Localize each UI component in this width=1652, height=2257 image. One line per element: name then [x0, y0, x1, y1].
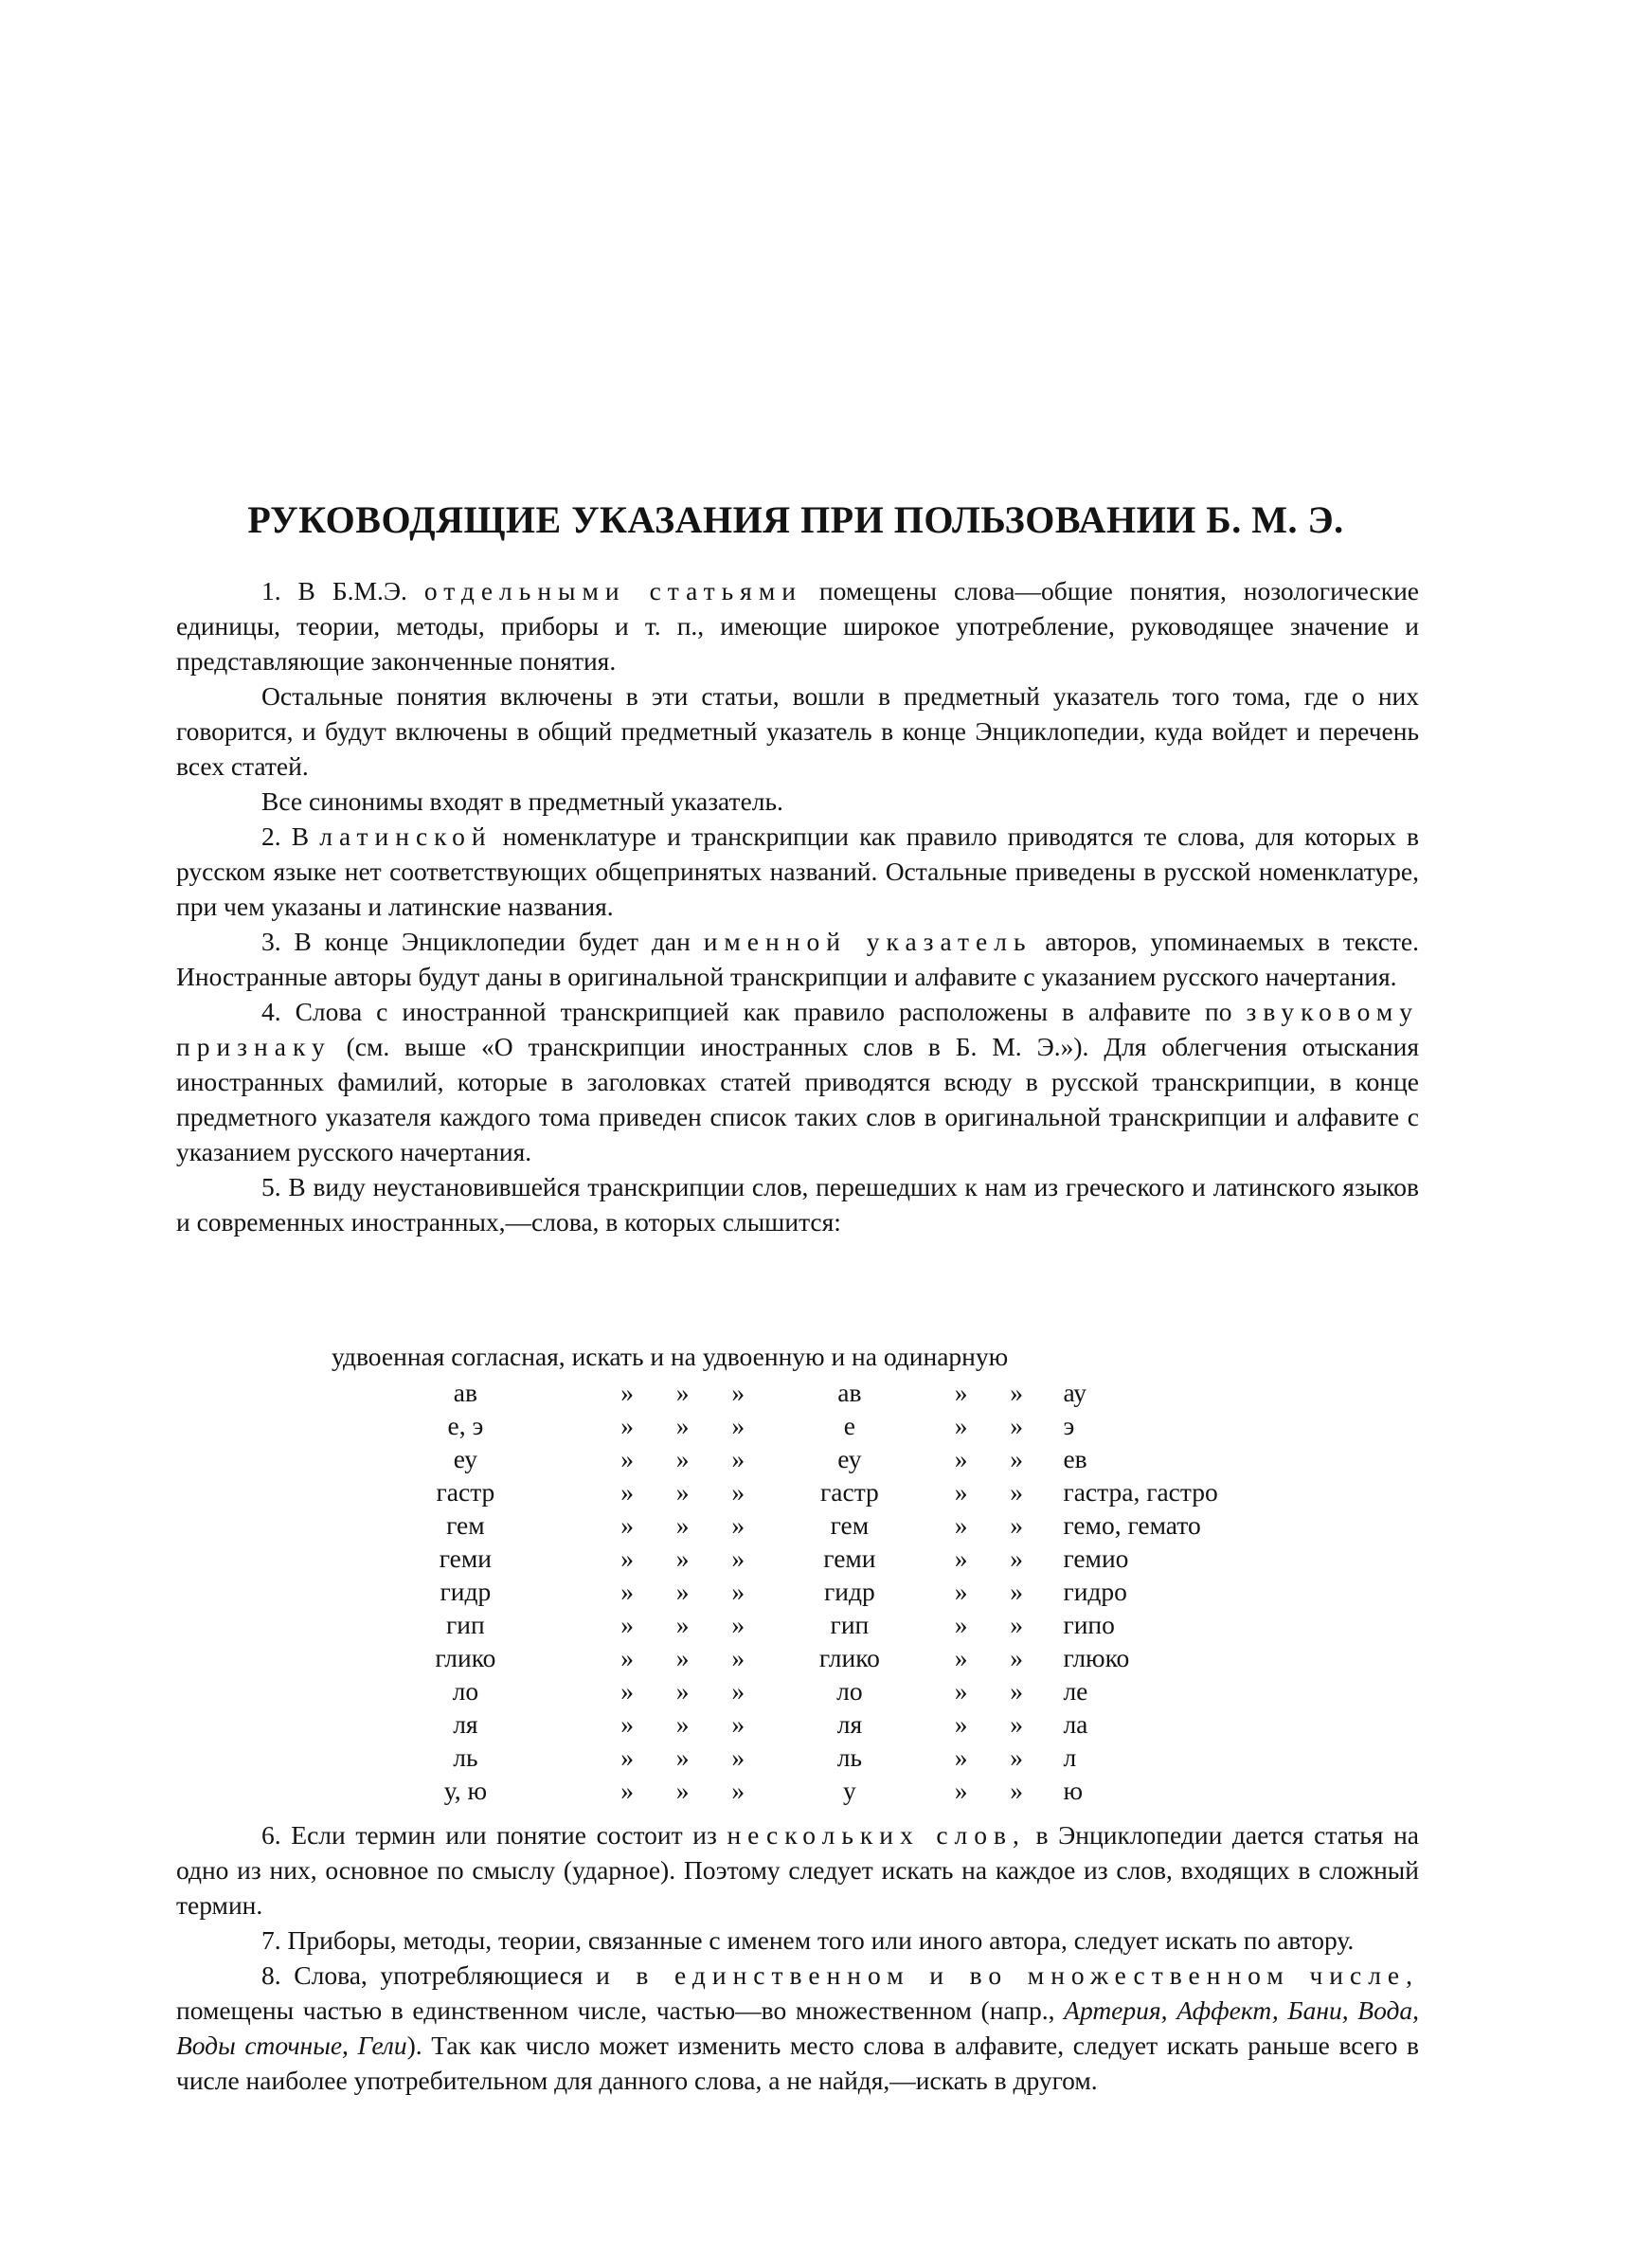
row-single-cell: ле — [1063, 1675, 1088, 1706]
paragraph-3-lead: 3. В конце Энциклопедии будет дан — [261, 927, 691, 956]
row-single-cell: глюко — [1063, 1642, 1130, 1672]
ditto-mark: » — [731, 1377, 745, 1407]
ditto-mark: » — [620, 1675, 634, 1706]
ditto-mark: » — [731, 1742, 745, 1772]
instructions-part-1 — [176, 573, 1419, 1239]
paragraph-8-rest: ). Так как число может изменить место слова в алфавите, следует искать раньше всего в числе наиболее употребительном для данного слова, а не найдя,—искать в другом. — [176, 2031, 1419, 2095]
table-row — [332, 1641, 1288, 1674]
row-source-cell: е, э — [447, 1410, 484, 1440]
table-row — [332, 1376, 1288, 1409]
ditto-mark: » — [954, 1476, 968, 1507]
row-source-cell: ло — [452, 1675, 479, 1706]
ditto-mark: » — [954, 1675, 968, 1706]
table-row — [332, 1707, 1288, 1741]
paragraph-6-emphasis: нескольких слов, — [727, 1820, 1026, 1850]
ditto-mark: » — [954, 1708, 968, 1739]
row-source-cell: гем — [446, 1509, 485, 1540]
paragraph-1-rest: помещены слова—общие понятия, нозологические единицы, теории, методы, приборы и т. п., имеющие широкое употребление, руководящее значение и представляющие законченные понятия. — [176, 576, 1419, 676]
ditto-mark: » — [620, 1509, 634, 1540]
row-source-cell: ав — [453, 1377, 477, 1407]
row-doubled-cell: ав — [837, 1377, 862, 1407]
paragraph-1-lead: 1. В Б.М.Э. — [261, 576, 407, 605]
row-single-cell: гидро — [1063, 1576, 1127, 1606]
row-doubled-cell: у — [843, 1775, 856, 1805]
ditto-mark: » — [1010, 1642, 1024, 1672]
row-source-cell: еу — [453, 1443, 478, 1473]
paragraph-6-lead: 6. Если термин или понятие состоит из — [261, 1820, 717, 1850]
row-doubled-cell: глико — [818, 1642, 880, 1672]
header-and-on-2: и на — [831, 1342, 877, 1371]
paragraph-5: 5. В виду неустановившейся транскрипции слов, перешедших к нам из греческого и латинского языков и современных иностранных,—слова, в которых слышится: — [176, 1172, 1419, 1237]
ditto-mark: » — [620, 1708, 634, 1739]
ditto-mark: » — [675, 1443, 690, 1473]
ditto-mark: » — [1010, 1476, 1024, 1507]
header-single: одинарную — [883, 1342, 1009, 1371]
row-doubled-cell: гем — [830, 1509, 870, 1540]
ditto-mark: » — [1010, 1708, 1024, 1739]
ditto-mark: » — [1010, 1576, 1024, 1606]
table-row — [332, 1774, 1288, 1807]
ditto-mark: » — [620, 1443, 634, 1473]
row-single-cell: ю — [1063, 1775, 1083, 1805]
ditto-mark: » — [1010, 1509, 1024, 1540]
ditto-mark: » — [675, 1675, 690, 1706]
ditto-mark: » — [675, 1509, 690, 1540]
row-single-cell: ла — [1063, 1708, 1088, 1739]
ditto-mark: » — [620, 1742, 634, 1772]
table-row — [332, 1442, 1288, 1475]
ditto-mark: » — [1010, 1377, 1024, 1407]
row-doubled-cell: ло — [836, 1675, 863, 1706]
row-source-cell: ль — [453, 1742, 478, 1772]
paragraph-8-mid: помещены частью в единственном числе, частью—во множественном (напр., — [176, 1995, 1055, 2025]
table-row — [332, 1608, 1288, 1641]
table-row — [332, 1575, 1288, 1608]
ditto-mark: » — [620, 1609, 634, 1639]
paragraph-4-rest: (см. выше «О транскрипции иностранных слов в Б. М. Э.»). Для облегчения отыскания иностранных фамилий, которые в заголовках статей приводятся всюду в русской транскрипции, в конце предметного указателя каждого тома приведен список таких слов в оригинальной транскрипции и алфавите с указанием русского начертания. — [176, 1032, 1419, 1166]
paragraph-2 — [176, 819, 1419, 924]
ditto-mark: » — [954, 1377, 968, 1407]
row-source-cell: глико — [435, 1642, 496, 1672]
header-search: искать — [571, 1342, 644, 1371]
paragraph-4-lead: 4. Слова с иностранной транскрипцией как правило расположены в алфавите по — [261, 997, 1232, 1026]
ditto-mark: » — [954, 1775, 968, 1805]
paragraph-7: 7. Приборы, методы, теории, связанные с именем того или иного автора, следует искать по автору. — [261, 1925, 1355, 1955]
ditto-mark: » — [675, 1476, 690, 1507]
instructions-part-2 — [176, 1817, 1419, 2098]
ditto-mark: » — [731, 1609, 745, 1639]
row-doubled-cell: геми — [823, 1543, 876, 1573]
ditto-mark: » — [675, 1642, 690, 1672]
ditto-mark: » — [731, 1509, 745, 1540]
paragraph-8-emphasis: и в единственном и во множественном числе, — [596, 1960, 1420, 1990]
ditto-mark: » — [954, 1576, 968, 1606]
ditto-mark: » — [675, 1410, 690, 1440]
row-source-cell: геми — [439, 1543, 493, 1573]
paragraph-2-lead: 2. В — [261, 822, 310, 851]
ditto-mark: » — [675, 1775, 690, 1805]
row-single-cell: ев — [1063, 1443, 1087, 1473]
ditto-mark: » — [731, 1775, 745, 1805]
ditto-mark: » — [620, 1642, 634, 1672]
ditto-mark: » — [675, 1708, 690, 1739]
row-source-cell: у, ю — [443, 1775, 488, 1805]
ditto-mark: » — [731, 1476, 745, 1507]
ditto-mark: » — [675, 1742, 690, 1772]
paragraph-3-rest: авторов, упоминаемых в тексте. Иностранные авторы будут даны в оригинальной транскрипции и алфавите с указанием русского начертания. — [176, 927, 1419, 991]
ditto-mark: » — [731, 1708, 745, 1739]
table-row — [332, 1542, 1288, 1575]
row-single-cell: л — [1063, 1742, 1077, 1772]
transcription-table-header — [332, 1338, 1288, 1376]
paragraph-6 — [176, 1817, 1419, 1923]
paragraph-1-emphasis: отдельными статьями — [423, 576, 802, 605]
paragraph-2-rest: номенклатуре и транскрипции как правило приводятся те слова, для которых в русском языке нет соответствующих общепринятых названий. Остальные приведены в русской номенклатуре, при чем указаны и латинские названия. — [176, 822, 1419, 921]
row-single-cell: гастра, гастро — [1063, 1476, 1218, 1507]
ditto-mark: » — [675, 1576, 690, 1606]
paragraph-1 — [176, 573, 1419, 678]
paragraph-2-emphasis: латинской — [319, 822, 493, 851]
paragraph-1b: Остальные понятия включены в эти статьи, вошли в предметный указатель того тома, где о них говорится, и будут включены в общий предметный указатель в конце Энциклопедии, куда войдет и перечень всех статей. — [176, 681, 1419, 781]
paragraph-8 — [176, 1958, 1419, 2098]
ditto-mark: » — [1010, 1675, 1024, 1706]
row-doubled-cell: еу — [837, 1443, 862, 1473]
transcription-table-body — [332, 1376, 1288, 1807]
row-source-cell: гидр — [440, 1576, 492, 1606]
row-single-cell: гемио — [1063, 1543, 1129, 1573]
row-doubled-cell: гидр — [824, 1576, 875, 1606]
ditto-mark: » — [954, 1642, 968, 1672]
header-doubled: удвоенную — [702, 1342, 825, 1371]
row-doubled-cell: ля — [836, 1708, 863, 1739]
table-row — [332, 1409, 1288, 1442]
row-single-cell: гемо, гемато — [1063, 1509, 1201, 1540]
ditto-mark: » — [731, 1443, 745, 1473]
table-row — [332, 1674, 1288, 1707]
ditto-mark: » — [1010, 1543, 1024, 1573]
ditto-mark: » — [1010, 1742, 1024, 1772]
ditto-mark: » — [620, 1576, 634, 1606]
table-header-cell — [332, 1338, 1044, 1376]
row-doubled-cell: ль — [836, 1742, 863, 1772]
row-source-cell: гип — [446, 1609, 485, 1639]
paragraph-8-lead: 8. Слова, употребляющиеся — [261, 1960, 584, 1990]
row-doubled-cell: гастр — [820, 1476, 879, 1507]
ditto-mark: » — [731, 1410, 745, 1440]
paragraph-6-rest: в Энциклопедии дается статья на одно из них, основное по смыслу (ударное). Поэтому следует искать на каждое из слов, входящих в сложный термин. — [176, 1820, 1419, 1920]
row-doubled-cell: гип — [830, 1609, 870, 1639]
ditto-mark: » — [675, 1609, 690, 1639]
table-row — [332, 1741, 1288, 1774]
paragraph-8-examples: Артерия, Аффект, Бани, Вода, Воды сточные, Гели — [176, 1995, 1420, 2060]
ditto-mark: » — [620, 1775, 634, 1805]
ditto-mark: » — [731, 1675, 745, 1706]
ditto-mark: » — [1010, 1443, 1024, 1473]
ditto-mark: » — [620, 1476, 634, 1507]
header-doubled-consonant: удвоенная согласная, — [332, 1342, 566, 1371]
header-and-on-1: и на — [650, 1342, 696, 1371]
ditto-mark: » — [620, 1543, 634, 1573]
ditto-mark: » — [620, 1377, 634, 1407]
ditto-mark: » — [954, 1609, 968, 1639]
ditto-mark: » — [731, 1642, 745, 1672]
ditto-mark: » — [954, 1443, 968, 1473]
ditto-mark: » — [675, 1377, 690, 1407]
ditto-mark: » — [731, 1543, 745, 1573]
ditto-mark: » — [1010, 1775, 1024, 1805]
paragraph-3-emphasis: именной указатель — [703, 927, 1032, 956]
table-row — [332, 1475, 1288, 1508]
ditto-mark: » — [675, 1543, 690, 1573]
page-title: РУКОВОДЯЩИЕ УКАЗАНИЯ ПРИ ПОЛЬЗОВАНИИ Б. М. Э. — [247, 498, 1344, 541]
paragraph-4-emphasis: звуковому признаку — [176, 997, 1420, 1061]
row-single-cell: ау — [1063, 1377, 1086, 1407]
ditto-mark: » — [620, 1410, 634, 1440]
ditto-mark: » — [954, 1509, 968, 1540]
paragraph-1c: Все синонимы входят в предметный указатель. — [261, 786, 783, 816]
row-single-cell: гипо — [1063, 1609, 1115, 1639]
ditto-mark: » — [1010, 1410, 1024, 1440]
row-single-cell: э — [1063, 1410, 1075, 1440]
row-source-cell: ля — [453, 1708, 478, 1739]
row-source-cell: гастр — [436, 1476, 495, 1507]
transcription-table — [332, 1338, 1288, 1807]
table-row — [332, 1508, 1288, 1542]
ditto-mark: » — [954, 1410, 968, 1440]
ditto-mark: » — [1010, 1609, 1024, 1639]
row-doubled-cell: е — [843, 1410, 856, 1440]
paragraph-4 — [176, 994, 1419, 1169]
ditto-mark: » — [731, 1576, 745, 1606]
ditto-mark: » — [954, 1742, 968, 1772]
paragraph-3 — [176, 924, 1419, 994]
ditto-mark: » — [954, 1543, 968, 1573]
